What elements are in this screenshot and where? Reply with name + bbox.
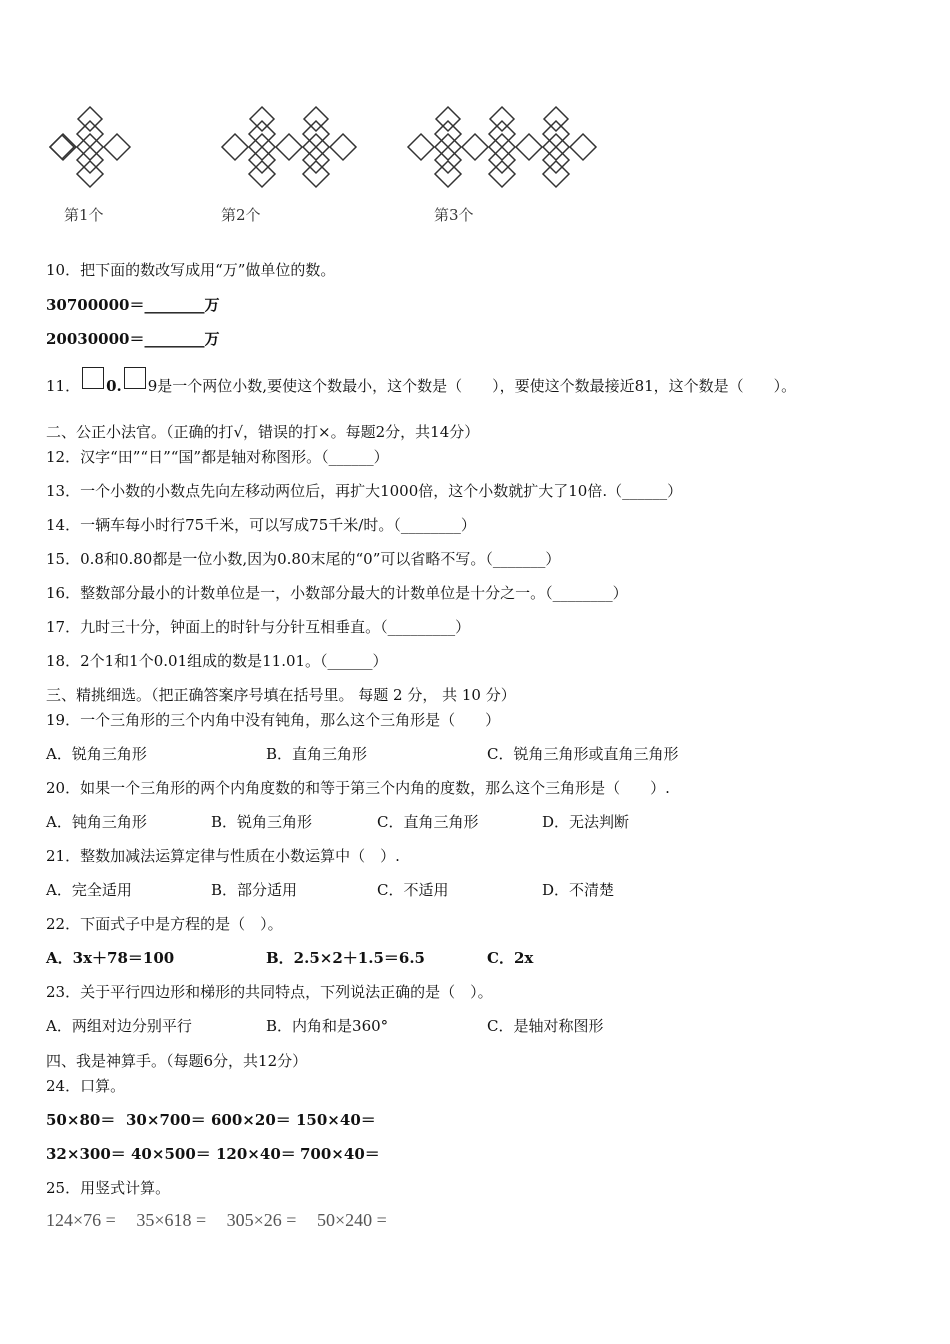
q20-option-c: C．直角三角形 bbox=[377, 813, 479, 831]
diamond-pattern-graphic bbox=[40, 100, 600, 200]
vertical-calc-2: 35×618 = bbox=[136, 1210, 207, 1230]
question-25: 25．用竖式计算。 bbox=[46, 1179, 171, 1197]
mental-calc-3: 600×20＝ bbox=[211, 1111, 291, 1129]
pattern-1 bbox=[50, 107, 130, 187]
q19-option-a: A．锐角三角形 bbox=[46, 745, 147, 763]
vertical-calc-3: 305×26 = bbox=[226, 1210, 297, 1230]
question-18: 18．2个1和1个0.01组成的数是11.01。（______） bbox=[46, 652, 388, 670]
digit-box-2 bbox=[124, 367, 146, 389]
q20-option-d: D．无法判断 bbox=[542, 813, 630, 831]
digit-box-1 bbox=[82, 367, 104, 389]
mental-calc-7: 120×40＝ bbox=[216, 1145, 296, 1163]
question-23: 23．关于平行四边形和梯形的共同特点，下列说法正确的是（ ）。 bbox=[46, 983, 493, 1001]
question-14: 14．一辆车每小时行75千米，可以写成75千米/时。（________） bbox=[46, 516, 476, 534]
question-10-line-1: 30700000＝________万 bbox=[46, 296, 220, 314]
q23-option-b: B．内角和是360° bbox=[266, 1017, 389, 1035]
question-22: 22．下面式子中是方程的是（ ）。 bbox=[46, 915, 283, 933]
q22-option-a: A．3x＋78＝100 bbox=[46, 949, 175, 967]
q19-option-c: C．锐角三角形或直角三角形 bbox=[487, 745, 679, 763]
question-10: 10．把下面的数改写成用“万”做单位的数。 bbox=[46, 261, 336, 279]
mental-calc-2: 30×700＝ bbox=[126, 1111, 206, 1129]
mental-calc-5: 32×300＝ bbox=[46, 1145, 126, 1163]
section-4-title: 四、我是神算手。（每题6分，共12分） bbox=[46, 1052, 308, 1070]
vertical-calc-row bbox=[46, 1210, 403, 1231]
q21-option-c: C．不适用 bbox=[377, 881, 449, 899]
question-13: 13．一个小数的小数点先向左移动两位后，再扩大1000倍，这个小数就扩大了10倍.（______） bbox=[46, 482, 683, 500]
section-3-title: 三、精挑细选。（把正确答案序号填在括号里。 每题 2 分， 共 10 分） bbox=[46, 686, 516, 704]
pattern-2 bbox=[222, 107, 356, 187]
question-11-number: 11． bbox=[46, 377, 81, 395]
vertical-calc-4: 50×240 = bbox=[316, 1210, 387, 1230]
q22-option-b: B．2.5×2＋1.5＝6.5 bbox=[266, 949, 425, 967]
question-16: 16．整数部分最小的计数单位是一，小数部分最大的计数单位是十分之一。（________） bbox=[46, 584, 628, 602]
section-2-title: 二、公正小法官。（正确的打√，错误的打×。每题2分，共14分） bbox=[46, 423, 480, 441]
mental-calc-1: 50×80＝ bbox=[46, 1111, 116, 1129]
question-19: 19．一个三角形的三个内角中没有钝角，那么这个三角形是（ ） bbox=[46, 711, 501, 729]
q23-option-c: C．是轴对称图形 bbox=[487, 1017, 604, 1035]
question-17: 17．九时三十分，钟面上的时针与分针互相垂直。（_________） bbox=[46, 618, 471, 636]
mental-calc-6: 40×500＝ bbox=[131, 1145, 211, 1163]
q21-option-d: D．不清楚 bbox=[542, 881, 615, 899]
question-11-text: 9是一个两位小数,要使这个数最小，这个数是（ ），要使这个数最接近81，这个数是（ ）。 bbox=[147, 377, 797, 395]
question-12: 12．汉字“田”“日”“国”都是轴对称图形。（______） bbox=[46, 448, 389, 466]
question-21: 21．整数加减法运算定律与性质在小数运算中（ ）. bbox=[46, 847, 400, 865]
question-15: 15．0.8和0.80都是一位小数,因为0.80末尾的“0”可以省略不写。（_______） bbox=[46, 550, 561, 568]
mental-calc-4: 150×40＝ bbox=[296, 1111, 376, 1129]
question-11 bbox=[46, 375, 796, 397]
q23-option-a: A．两组对边分别平行 bbox=[46, 1017, 192, 1035]
q20-option-a: A．钝角三角形 bbox=[46, 813, 147, 831]
vertical-calc-1: 124×76 = bbox=[46, 1210, 116, 1230]
pattern-figure bbox=[40, 100, 600, 204]
pattern-3 bbox=[408, 107, 596, 187]
figure-caption-2: 第2个 bbox=[221, 206, 261, 224]
question-11-decimal: 0. bbox=[106, 377, 122, 395]
question-20: 20．如果一个三角形的两个内角度数的和等于第三个内角的度数，那么这个三角形是（ ）. bbox=[46, 779, 670, 797]
q21-option-b: B．部分适用 bbox=[211, 881, 298, 899]
q20-option-b: B．锐角三角形 bbox=[211, 813, 313, 831]
figure-caption-1: 第1个 bbox=[64, 206, 104, 224]
q21-option-a: A．完全适用 bbox=[46, 881, 132, 899]
question-10-line-2: 20030000＝________万 bbox=[46, 330, 220, 348]
q19-option-b: B．直角三角形 bbox=[266, 745, 368, 763]
figure-caption-3: 第3个 bbox=[434, 206, 474, 224]
mental-calc-8: 700×40＝ bbox=[300, 1145, 380, 1163]
question-24: 24．口算。 bbox=[46, 1077, 126, 1095]
q22-option-c: C．2x bbox=[487, 949, 534, 967]
